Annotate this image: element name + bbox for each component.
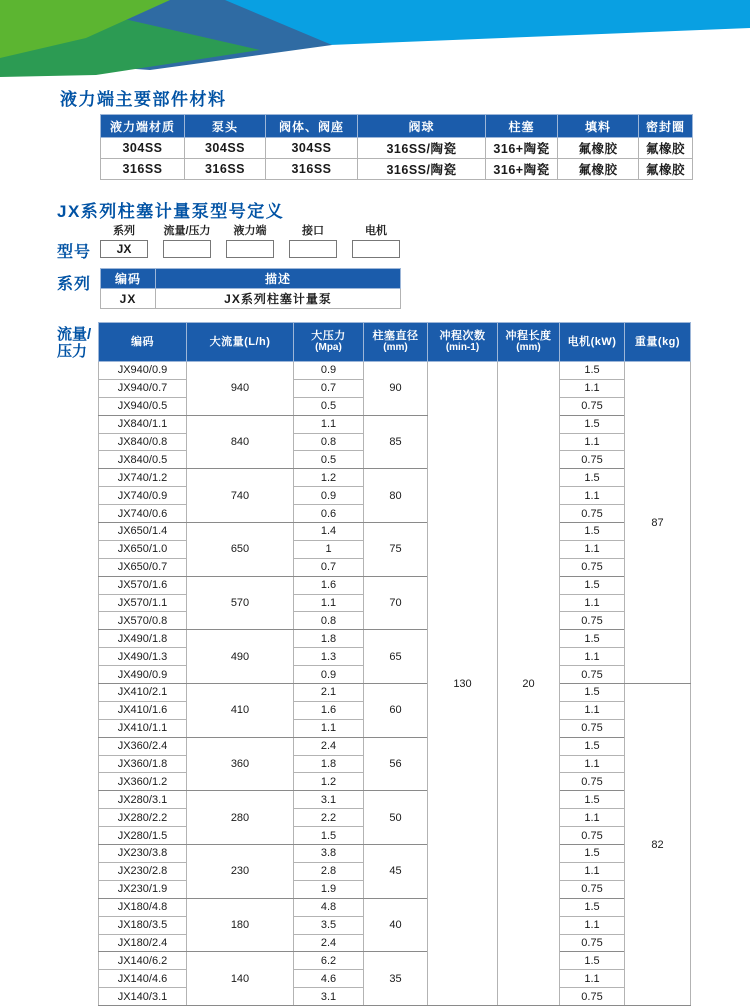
flow-pressure-cell: 0.5 [294,397,364,415]
flow-data-row [99,415,691,433]
materials-data-row [101,138,693,159]
materials-header-cell: 柱塞 [486,115,558,138]
flow-motor-cell: 1.1 [560,809,625,827]
materials-data-cell: 氟橡胶 [639,138,693,159]
flow-pressure-cell: 4.6 [294,970,364,988]
flow-code-cell: JX740/1.2 [99,469,187,487]
flow-code-cell: JX490/1.3 [99,648,187,666]
model-slot-box: JX [100,240,148,258]
flow-pressure-cell: 1.6 [294,576,364,594]
flow-motor-cell: 1.1 [560,970,625,988]
flow-pressure-cell: 0.6 [294,505,364,523]
flow-maxflow-cell: 940 [187,362,294,416]
flow-code-cell: JX740/0.9 [99,487,187,505]
flow-pressure-cell: 2.4 [294,934,364,952]
flow-motor-cell: 1.1 [560,916,625,934]
model-label: 型号 [57,244,92,261]
flow-motor-cell: 1.1 [560,540,625,558]
flow-motor-cell: 1.5 [560,469,625,487]
materials-header-cell: 液力端材质 [101,115,185,138]
flow-code-cell: JX280/2.2 [99,809,187,827]
flow-motor-cell: 1.5 [560,576,625,594]
banner [0,0,750,80]
flow-pressure-cell: 6.2 [294,952,364,970]
flow-plunger-dia-cell: 45 [364,845,428,899]
materials-data-cell: 316SS [185,159,266,180]
flow-data-row [99,576,691,594]
flow-code-cell: JX360/1.2 [99,773,187,791]
model-slot-label: 电机 [365,225,387,237]
flow-maxflow-cell: 280 [187,791,294,845]
flow-motor-cell: 1.1 [560,487,625,505]
flow-maxflow-cell: 140 [187,952,294,1006]
flow-code-cell: JX180/2.4 [99,934,187,952]
model-slot [163,224,211,258]
flow-motor-cell: 1.1 [560,379,625,397]
flow-code-cell: JX650/1.4 [99,523,187,541]
flow-code-cell: JX650/0.7 [99,558,187,576]
flow-pressure-cell: 1.1 [294,719,364,737]
flow-motor-cell: 1.5 [560,737,625,755]
flow-motor-cell: 1.1 [560,594,625,612]
materials-section-title: 液力端主要部件材料 [60,90,227,109]
flow-pressure-cell: 1.2 [294,773,364,791]
flow-pressure-cell: 0.5 [294,451,364,469]
flow-code-cell: JX140/6.2 [99,952,187,970]
flow-pressure-cell: 3.1 [294,988,364,1006]
flow-data-row [99,523,691,541]
flow-code-cell: JX490/0.9 [99,666,187,684]
flow-code-cell: JX230/1.9 [99,880,187,898]
series-desc-cell: JX系列柱塞计量泵 [156,289,401,309]
flow-pressure-cell: 0.8 [294,433,364,451]
materials-header-cell: 泵头 [185,115,266,138]
flow-header-subline: (Mpa) [315,342,342,353]
flow-motor-cell: 0.75 [560,505,625,523]
flow-plunger-dia-cell: 90 [364,362,428,416]
flow-data-row [99,469,691,487]
flow-motor-cell: 1.1 [560,648,625,666]
flow-code-cell: JX570/0.8 [99,612,187,630]
flow-plunger-dia-cell: 56 [364,737,428,791]
flow-code-cell: JX140/3.1 [99,988,187,1006]
flow-data-row [99,845,691,863]
flow-code-cell: JX840/0.5 [99,451,187,469]
flow-header-cell: 编码 [99,323,187,362]
flow-pressure-cell: 0.9 [294,362,364,380]
flow-pressure-cell: 0.9 [294,487,364,505]
flow-code-cell: JX570/1.6 [99,576,187,594]
flow-pressure-cell: 1.9 [294,880,364,898]
model-slot-box [163,240,211,258]
flow-motor-cell: 1.5 [560,952,625,970]
flow-header-cell: 冲程长度 (mm) [498,323,560,362]
flow-pressure-cell: 1.8 [294,630,364,648]
flow-header-cell: 柱塞直径 (mm) [364,323,428,362]
flow-motor-cell: 0.75 [560,880,625,898]
flow-data-row [99,737,691,755]
flow-header-subline: (mm) [383,342,408,353]
flow-code-cell: JX140/4.6 [99,970,187,988]
materials-data-cell: 氟橡胶 [558,138,639,159]
flow-plunger-dia-cell: 40 [364,898,428,952]
flow-plunger-dia-cell: 70 [364,576,428,630]
flow-header-cell: 大流量(L/h) [187,323,294,362]
flow-weight-cell: 82 [625,684,691,1006]
flow-motor-cell: 1.5 [560,791,625,809]
flow-code-cell: JX280/1.5 [99,827,187,845]
flow-maxflow-cell: 180 [187,898,294,952]
model-slots [100,224,400,258]
flow-code-cell: JX230/2.8 [99,862,187,880]
materials-data-cell: 304SS [185,138,266,159]
materials-data-cell: 304SS [101,138,185,159]
flow-pressure-cell: 0.7 [294,558,364,576]
flow-header-cell: 重量(kg) [625,323,691,362]
flow-code-cell: JX490/1.8 [99,630,187,648]
flow-stroke-frequency-cell: 130 [428,362,498,1006]
materials-data-cell: 316+陶瓷 [486,159,558,180]
flow-maxflow-cell: 490 [187,630,294,684]
flow-data-row [99,630,691,648]
materials-header-cell: 阀体、阀座 [266,115,358,138]
flow-motor-cell: 1.5 [560,898,625,916]
flow-pressure-label [57,326,91,360]
model-slot-label: 液力端 [233,225,267,237]
flow-pressure-cell: 1.3 [294,648,364,666]
flow-pressure-cell: 1.5 [294,827,364,845]
materials-data-cell: 氟橡胶 [639,159,693,180]
flow-pressure-cell: 3.5 [294,916,364,934]
flow-pressure-cell: 1 [294,540,364,558]
flow-plunger-dia-cell: 85 [364,415,428,469]
model-slot [100,224,148,258]
flow-data-row [99,684,691,702]
flow-pressure-cell: 3.8 [294,845,364,863]
flow-motor-cell: 0.75 [560,934,625,952]
flow-pressure-cell: 0.7 [294,379,364,397]
flow-code-cell: JX410/2.1 [99,684,187,702]
model-slot-box [289,240,337,258]
flow-motor-cell: 1.5 [560,415,625,433]
flow-plunger-dia-cell: 75 [364,523,428,577]
materials-header-row [101,115,693,138]
flow-pressure-cell: 0.8 [294,612,364,630]
flow-motor-cell: 1.1 [560,755,625,773]
flow-plunger-dia-cell: 80 [364,469,428,523]
flow-code-cell: JX650/1.0 [99,540,187,558]
flow-motor-cell: 0.75 [560,773,625,791]
flow-code-cell: JX280/3.1 [99,791,187,809]
series-header-desc: 描述 [156,269,401,289]
flow-motor-cell: 0.75 [560,988,625,1006]
materials-data-cell: 316SS [101,159,185,180]
flow-code-cell: JX840/0.8 [99,433,187,451]
flow-maxflow-cell: 230 [187,845,294,899]
flow-pressure-cell: 0.9 [294,666,364,684]
flow-code-cell: JX360/2.4 [99,737,187,755]
materials-table [100,114,693,180]
model-slot-box [226,240,274,258]
flow-maxflow-cell: 360 [187,737,294,791]
flow-motor-cell: 0.75 [560,397,625,415]
flow-code-cell: JX410/1.6 [99,701,187,719]
flow-plunger-dia-cell: 65 [364,630,428,684]
flow-data-row [99,952,691,970]
flow-header-subline: (min-1) [445,342,480,353]
materials-data-row [101,159,693,180]
flow-header-cell: 大压力 (Mpa) [294,323,364,362]
model-slot-label: 接口 [302,225,324,237]
flow-motor-cell: 1.5 [560,684,625,702]
flow-label-line2: 压力 [57,343,88,360]
model-slot-label: 系列 [113,225,135,237]
flow-motor-cell: 0.75 [560,719,625,737]
flow-pressure-cell: 2.1 [294,684,364,702]
model-slot [352,224,400,258]
flow-motor-cell: 0.75 [560,612,625,630]
series-data-row [101,289,401,309]
materials-data-cell: 316SS/陶瓷 [358,159,486,180]
materials-data-cell: 304SS [266,138,358,159]
flow-code-cell: JX230/3.8 [99,845,187,863]
flow-maxflow-cell: 410 [187,684,294,738]
flow-stroke-length-cell: 20 [498,362,560,1006]
flow-table-body [99,362,691,1006]
flow-motor-cell: 1.1 [560,862,625,880]
materials-table-body [101,138,693,180]
flow-motor-cell: 1.1 [560,433,625,451]
flow-code-cell: JX940/0.7 [99,379,187,397]
flow-data-row [99,898,691,916]
flow-code-cell: JX940/0.5 [99,397,187,415]
flow-motor-cell: 0.75 [560,451,625,469]
materials-header-cell: 密封圈 [639,115,693,138]
flow-motor-cell: 1.1 [560,701,625,719]
flow-pressure-cell: 3.1 [294,791,364,809]
flow-label-line1: 流量/ [57,326,92,343]
flow-maxflow-cell: 740 [187,469,294,523]
flow-data-row [99,791,691,809]
series-label: 系列 [57,276,92,293]
series-header-row [101,269,401,289]
model-section-title: JX系列柱塞计量泵型号定义 [57,202,285,221]
flow-plunger-dia-cell: 35 [364,952,428,1006]
model-slot-label: 流量/压力 [163,225,211,237]
flow-table-head [99,323,691,362]
flow-maxflow-cell: 650 [187,523,294,577]
flow-maxflow-cell: 570 [187,576,294,630]
flow-pressure-cell: 4.8 [294,898,364,916]
materials-data-cell: 316SS/陶瓷 [358,138,486,159]
flow-pressure-cell: 1.2 [294,469,364,487]
flow-code-cell: JX180/3.5 [99,916,187,934]
model-slot [226,224,274,258]
flow-code-cell: JX360/1.8 [99,755,187,773]
flow-header-row [99,323,691,362]
flow-code-cell: JX570/1.1 [99,594,187,612]
flow-pressure-cell: 1.1 [294,415,364,433]
flow-code-cell: JX740/0.6 [99,505,187,523]
flow-data-row [99,362,691,380]
flow-pressure-cell: 1.4 [294,523,364,541]
flow-motor-cell: 1.5 [560,630,625,648]
flow-pressure-cell: 2.2 [294,809,364,827]
materials-header-cell: 阀球 [358,115,486,138]
flow-weight-cell: 87 [625,362,691,684]
flow-plunger-dia-cell: 60 [364,684,428,738]
flow-header-subline: (mm) [516,342,541,353]
flow-pressure-cell: 1.1 [294,594,364,612]
flow-pressure-cell: 1.8 [294,755,364,773]
flow-motor-cell: 1.5 [560,845,625,863]
model-slot-box [352,240,400,258]
materials-data-cell: 氟橡胶 [558,159,639,180]
flow-code-cell: JX410/1.1 [99,719,187,737]
series-header-code: 编码 [101,269,156,289]
materials-data-cell: 316+陶瓷 [486,138,558,159]
flow-pressure-cell: 1.6 [294,701,364,719]
flow-motor-cell: 1.5 [560,362,625,380]
series-table [100,268,401,309]
flow-motor-cell: 1.5 [560,523,625,541]
flow-motor-cell: 0.75 [560,666,625,684]
flow-motor-cell: 0.75 [560,558,625,576]
flow-pressure-cell: 2.4 [294,737,364,755]
flow-code-cell: JX940/0.9 [99,362,187,380]
flow-table [98,322,691,1006]
flow-code-cell: JX840/1.1 [99,415,187,433]
model-slot [289,224,337,258]
flow-pressure-cell: 2.8 [294,862,364,880]
materials-data-cell: 316SS [266,159,358,180]
series-code-cell: JX [101,289,156,309]
flow-code-cell: JX180/4.8 [99,898,187,916]
flow-header-cell: 电机(kW) [560,323,625,362]
flow-motor-cell: 0.75 [560,827,625,845]
materials-table-head [101,115,693,138]
flow-plunger-dia-cell: 50 [364,791,428,845]
flow-header-cell: 冲程次数 (min-1) [428,323,498,362]
materials-header-cell: 填料 [558,115,639,138]
flow-maxflow-cell: 840 [187,415,294,469]
